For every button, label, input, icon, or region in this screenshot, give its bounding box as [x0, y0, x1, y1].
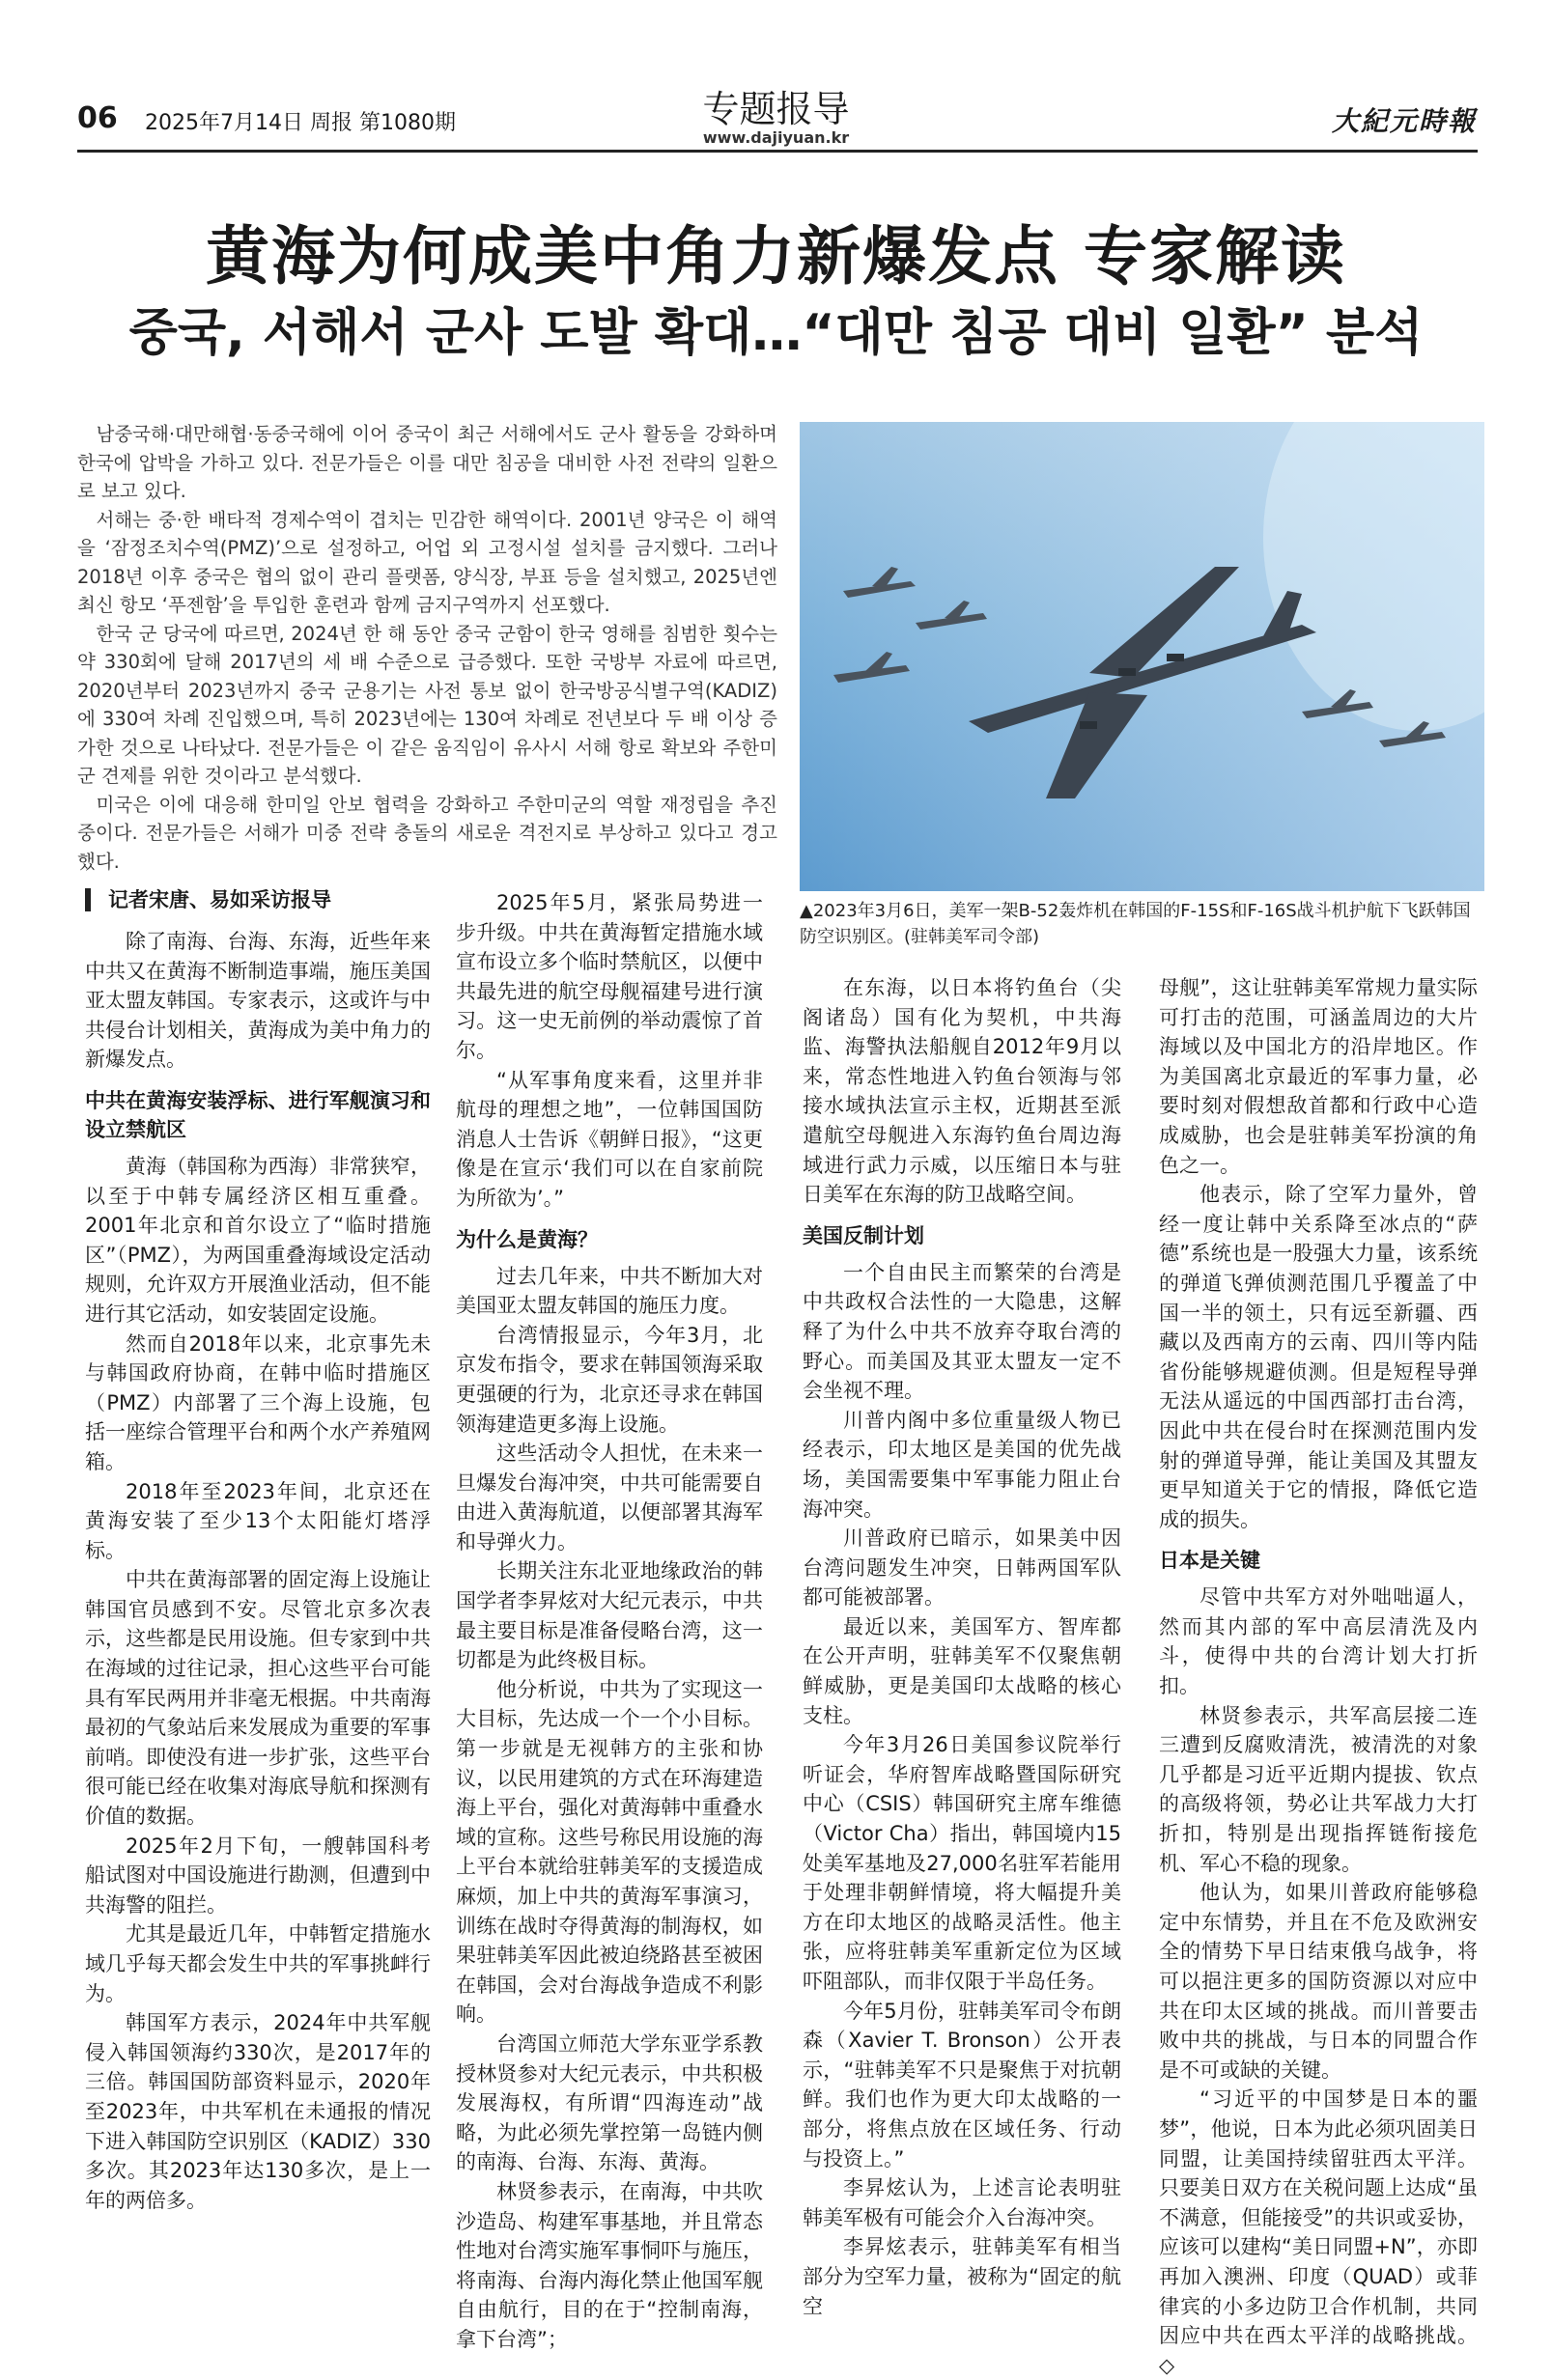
paragraph: 中共在黄海部署的固定海上设施让韩国官员感到不安。尽管北京多次表示，这些都是民用设施。但专家到中共在海域的过往记录，担心这些平台可能具有军民两用并非毫无根据。中共南海最初的气象站后来发展成为重要的军事前哨。即使没有进一步扩张，这些平台很可能已经在收集对海底导航和探测有价值的数据。 — [85, 1568, 431, 1829]
subheading: 中共在黄海安装浮标、进行军舰演习和设立禁航区 — [85, 1088, 431, 1141]
paragraph: 他认为，如果川普政府能够稳定中东情势，并且在不危及欧洲安全的情势下早日结束俄乌战争，将可以挹注更多的国防资源以对应中共在印太区域的挑战。而川普要击败中共的挑战，与日本的同盟合作是不可或缺的关键。 — [1159, 1881, 1478, 2082]
korean-summary-paragraph: 남중국해·대만해협·동중국해에 이어 중국이 최근 서해에서도 군사 활동을 강화하며 한국에 압박을 가하고 있다. 전문가들은 이를 대만 침공을 대비한 사전 전략의 일환으로 보고 있다. — [77, 423, 777, 502]
paragraph: 在东海，以日本将钓鱼台（尖阁诸岛）国有化为契机，中共海监、海警执法船舰自2012年9月以来，常态性地进入钓鱼台领海与邻接水域执法宣示主权，近期甚至派遣航空母舰进入东海钓鱼台周边海域进行武力示威，以压缩日本与驻日美军在东海的防卫战略空间。 — [803, 976, 1121, 1207]
subheading: 为什么是黄海？ — [456, 1227, 598, 1251]
korean-summary — [77, 420, 777, 876]
headline-korean: 중국, 서해서 군사 도발 확대…“대만 침공 대비 일환” 분석 — [128, 304, 1424, 362]
photo-caption: ▲2023年3月6日，美军一架B-52轰炸机在韩国的F-15S和F-16S战斗机护航下飞跃韩国防空识别区。(驻韩美军司令部) — [800, 901, 1471, 947]
paragraph: 他表示，除了空军力量外，曾经一度让韩中关系降至冰点的“萨德”系统也是一股强大力量，该系统的弹道飞弹侦测范围几乎覆盖了中国一半的领土，只有远至新疆、西藏以及西南方的云南、四川等内陆省份能够规避侦测。但是短程导弹无法从遥远的中国西部打击台湾，因此中共在侵台时在探测范围内发射的弹道导弹，能让美国及其盟友更早知道关于它的情报，降低它造成的损失。 — [1159, 1183, 1478, 1531]
paragraph: 今年5月份，驻韩美军司令布朗森（Xavier T. Bronson）公开表示，“驻韩美军不只是聚焦于对抗朝鲜。我们也作为更大印太战略的一部分，将焦点放在区域任务、行动与投资上。” — [803, 1999, 1121, 2170]
paragraph: 李昇炫表示，驻韩美军有相当部分为空军力量，被称为“固定的航空 — [803, 2235, 1121, 2318]
korean-summary-paragraph: 미국은 이에 대응해 한미일 안보 협력을 강화하고 주한미군의 역할 재정립을 추진 중이다. 전문가들은 서해가 미중 전략 충돌의 새로운 격전지로 부상하고 있다고 경고했다. — [77, 793, 777, 873]
subheading: 美国反制计划 — [803, 1223, 924, 1247]
paragraph: 最近以来，美国军方、智库都在公开声明，驻韩美军不仅聚焦朝鲜威胁，更是美国印太战略的核心支柱。 — [803, 1614, 1121, 1727]
paragraph: 除了南海、台海、东海，近些年来中共又在黄海不断制造事端，施压美国亚太盟友韩国。专家表示，这或许与中共侵台计划相关，黄海成为美中角力的新爆发点。 — [85, 930, 431, 1072]
paragraph: 长期关注东北亚地缘政治的韩国学者李昇炫对大纪元表示，中共最主要目标是准备侵略台湾，这一切都是为此终极目标。 — [456, 1559, 763, 1672]
paragraph: 尽管中共军方对外咄咄逼人，然而其内部的军中高层清洗及内斗，使得中共的台湾计划大打折扣。 — [1159, 1585, 1478, 1698]
paragraph: 过去几年来，中共不断加大对美国亚太盟友韩国的施压力度。 — [456, 1264, 763, 1318]
byline: 记者宋唐、易如采访报导 — [85, 888, 431, 911]
headline-chinese: 黄海为何成美中角力新爆发点 专家解读 — [206, 218, 1346, 294]
paragraph: 然而自2018年以来，北京事先未与韩国政府协商，在韩中临时措施区（PMZ）内部署了三个海上设施，包括一座综合管理平台和两个水产养殖网箱。 — [85, 1331, 431, 1473]
paragraph: 今年3月26日美国参议院举行听证会，华府智库战略暨国际研究中心（CSIS）韩国研究主席车维德（Victor Cha）指出，韩国境内15处美军基地及27,000名驻军若能用于处理非朝鲜情境，将大幅提升美方在印太地区的战略灵活性。他主张，应将驻韩美军重新定位为区域吓阻部队，而非仅限于半岛任务。 — [803, 1733, 1121, 1993]
paragraph: 川普政府已暗示，如果美中因台湾问题发生冲突，日韩两国军队都可能被部署。 — [803, 1526, 1121, 1610]
paragraph: 川普内阁中多位重量级人物已经表示，印太地区是美国的优先战场，美国需要集中军事能力阻止台海冲突。 — [803, 1408, 1121, 1521]
aircraft-illustration — [800, 422, 1484, 891]
article-column-4 — [1159, 973, 1478, 2380]
page-number: 06 — [77, 101, 118, 135]
news-photo-b52-fighters — [800, 422, 1484, 891]
paragraph: 韩国军方表示，2024年中共军舰侵入韩国领海约330次，是2017年的三倍。韩国国防部资料显示，2020年至2023年，中共军机在未通报的情况下进入韩国防空识别区（KADIZ）330多次。其2023年达130多次，是上一年的两倍多。 — [85, 2011, 431, 2212]
article-column-3 — [803, 973, 1121, 2321]
paragraph: 2018年至2023年间，北京还在黄海安装了至少13个太阳能灯塔浮标。 — [85, 1479, 431, 1562]
paragraph: 李昇炫认为，上述言论表明驻韩美军极有可能会介入台海冲突。 — [803, 2176, 1121, 2229]
paragraph: 一个自由民主而繁荣的台湾是中共政权合法性的一大隐患，这解释了为什么中共不放弃夺取台湾的野心。而美国及其亚太盟友一定不会坐视不理。 — [803, 1260, 1121, 1403]
website-link[interactable]: www.dajiyuan.kr — [702, 128, 850, 147]
paragraph: 台湾国立师范大学东亚学系教授林贤参对大纪元表示，中共积极发展海权，有所谓“四海连动”战略，为此必须先掌控第一岛链内侧的南海、台海、东海、黄海。 — [456, 2031, 763, 2174]
issue-info: 2025年7月14日 周报 第1080期 — [145, 111, 456, 135]
paragraph: 尤其是最近几年，中韩暂定措施水域几乎每天都会发生中共的军事挑衅行为。 — [85, 1922, 431, 2005]
paragraph: “习近平的中国梦是日本的噩梦”，他说，日本为此必须巩固美日同盟，让美国持续留驻西太平洋。只要美日双方在关税问题上达成“虽不满意，但能接受”的共识或妥协，应该可以建构“美日同盟+N”，亦即再加入澳洲、印度（QUAD）或菲律宾的小多边防卫合作机制，共同因应中共在西太平洋的战略挑战。◇ — [1159, 2087, 1478, 2377]
paragraph: 2025年2月下旬，一艘韩国科考船试图对中国设施进行勘测，但遭到中共海警的阻拦。 — [85, 1834, 431, 1917]
paragraph: 林贤参表示，共军高层接二连三遭到反腐败清洗，被清洗的对象几乎都是习近平近期内提拔、钦点的高级将领，势必让共军战力大打折扣，特别是出现指挥链衔接危机、军心不稳的现象。 — [1159, 1703, 1478, 1875]
subheading: 日本是关键 — [1159, 1549, 1260, 1573]
paragraph: 这些活动令人担忧，在未来一旦爆发台海冲突，中共可能需要自由进入黄海航道，以便部署其海军和导弹火力。 — [456, 1442, 763, 1554]
korean-summary-paragraph: 서해는 중·한 배타적 경제수역이 겹치는 민감한 해역이다. 2001년 양국은 이 해역을 ‘잠정조치수역(PMZ)’으로 설정하고, 어업 외 고정시설 설치를 금지했다. 그러나 2018년 이후 중국은 협의 없이 관리 플랫폼, 양식장, 부표 등을 설치했고, 2025년엔 최신 항모 ‘푸젠함’을 투입한 훈련과 함께 금지구역까지 선포했다. — [77, 508, 777, 616]
paragraph: 台湾情报显示，今年3月，北京发布指令，要求在韩国领海采取更强硬的行为，北京还寻求在韩国领海建造更多海上设施。 — [456, 1323, 763, 1436]
paragraph: 林贤参表示，在南海，中共吹沙造岛、构建军事基地，并且常态性地对台湾实施军事恫吓与施压，将南海、台海内海化禁止他国军舰自由航行，目的在于“控制南海，拿下台湾”； — [456, 2179, 763, 2351]
paragraph: “从军事角度来看，这里并非航母的理想之地”，一位韩国国防消息人士告诉《朝鲜日报》，“这更像是在宣示‘我们可以在自家前院为所欲为’。” — [456, 1068, 763, 1210]
paragraph: 他分析说，中共为了实现这一大目标，先达成一个一个小目标。第一步就是无视韩方的主张和协议，以民用建筑的方式在环海建造海上平台，强化对黄海韩中重叠水域的宣称。这些号称民用设施的海上平台本就给驻韩美军的支援造成麻烦，加上中共的黄海军事演习，训练在战时夺得黄海的制海权，如果驻韩美军因此被迫绕路甚至被困在韩国，会对台海战争造成不利影响。 — [456, 1677, 763, 2027]
article-column-1 — [85, 888, 431, 2215]
paragraph: 黄海（韩国称为西海）非常狭窄，以至于中韩专属经济区相互重叠。2001年北京和首尔设立了“临时措施区”（PMZ），为两国重叠海域设定活动规则，允许双方开展渔业活动，但不能进行其它活动，如安装固定设施。 — [85, 1154, 431, 1326]
header-divider — [77, 150, 1478, 153]
paragraph: 母舰”，这让驻韩美军常规力量实际可打击的范围，可涵盖周边的大片海域以及中国北方的沿岸地区。作为美国离北京最近的军事力量，必要时刻对假想敌首都和行政中心造成威胁，也会是驻韩美军扮演的角色之一。 — [1159, 976, 1478, 1177]
section-title: 专题报导 — [702, 88, 850, 130]
newspaper-logo: 大紀元時報 — [1331, 105, 1477, 137]
korean-summary-paragraph: 한국 군 당국에 따르면, 2024년 한 해 동안 중국 군함이 한국 영해를 침범한 횟수는 약 330회에 달해 2017년의 세 배 수준으로 급증했다. 또한 국방부 자료에 따르면, 2020년부터 2023년까지 중국 군용기는 사전 통보 없이 한국방공식별구역(KADIZ)에 330여 차례 진입했으며, 특히 2023년에는 130여 차례로 전년보다 두 배 이상 증가한 것으로 나타났다. 전문가들은 이 같은 움직임이 유사시 서해 항로 확보와 주한미군 견제를 위한 것이라고 분석했다. — [77, 622, 777, 787]
page-header — [0, 0, 1552, 145]
paragraph: 2025年5月，紧张局势进一步升级。中共在黄海暂定措施水域宣布设立多个临时禁航区，以便中共最先进的航空母舰福建号进行演习。这一史无前例的举动震惊了首尔。 — [456, 891, 763, 1062]
article-column-2 — [456, 888, 763, 2355]
